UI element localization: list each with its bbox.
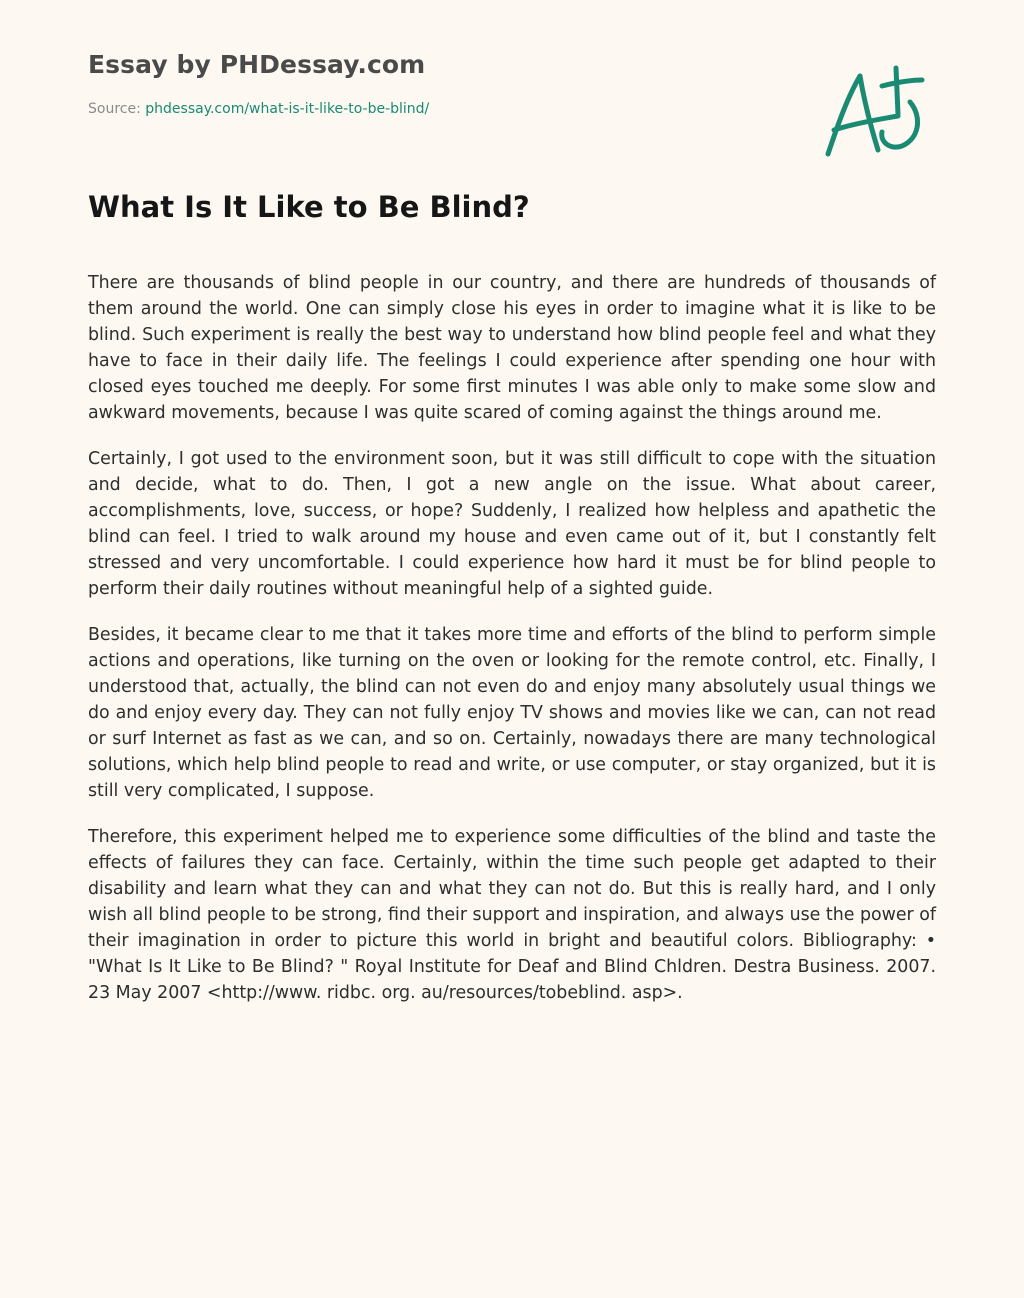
essay-body bbox=[88, 270, 936, 1026]
essay-paragraph: Certainly, I got used to the environment soon, but it was still difficult to cope with the situation and decide, what to do. Then, I got a new angle on the issue. What about career, accomplishments, love, success, or hope? Suddenly, I realized how helpless and apathetic the blind can feel. I tried to walk around my house and even came out of it, but I constantly felt stressed and very uncomfortable. I could experience how hard it must be for blind people to perform their daily routines without meaningful help of a sighted guide. bbox=[88, 449, 936, 599]
source-label: Source: bbox=[88, 101, 146, 117]
logo-text: A+ bbox=[820, 157, 822, 158]
essay-paragraph: Besides, it became clear to me that it takes more time and efforts of the blind to perform simple actions and operations, like turning on the oven or looking for the remote control, etc. Finally, I understood that, actually, the blind can not even do and enjoy many absolutely usual things we do and enjoy every day. They can not fully enjoy TV shows and movies like we can, can not read or surf Internet as fast as we can, and so on. Certainly, nowadays there are many technological solutions, which help blind people to read and write, or use computer, or stay organized, but it is still very complicated, I suppose. bbox=[88, 625, 936, 801]
essay-title: What Is It Like to Be Blind? bbox=[88, 190, 530, 224]
essay-paragraph: Therefore, this experiment helped me to experience some difficulties of the blind and taste the effects of failures they can face. Certainly, within the time such people get adapted to their disability and learn what they can and what they can not do. But this is really hard, and I only wish all blind people to be strong, find their support and inspiration, and always use the power of their imagination in order to picture this world in bright and beautiful colors. Bibliography: • "What Is It Like to Be Blind? " Royal Institute for Deaf and Blind Chldren. Destra Business. 2007. 23 May 2007 <http://www. ridbc. org. au/resources/tobeblind. asp>. bbox=[88, 827, 936, 1003]
source-line bbox=[88, 101, 429, 117]
essay-paragraph: There are thousands of blind people in our country, and there are hundreds of thousands of them around the world. One can simply close his eyes in order to imagine what it is like to be blind. Such experiment is really the best way to understand how blind people feel and what they have to face in their daily life. The feelings I could experience after spending one hour with closed eyes touched me deeply. For some first minutes I was able only to make some slow and awkward movements, because I was quite scared of coming against the things around me. bbox=[88, 273, 936, 423]
site-brand: Essay by PHDessay.com bbox=[88, 50, 426, 79]
source-link[interactable]: phdessay.com/what-is-it-like-to-be-blind/ bbox=[145, 101, 430, 117]
a-plus-logo-icon bbox=[818, 62, 932, 162]
